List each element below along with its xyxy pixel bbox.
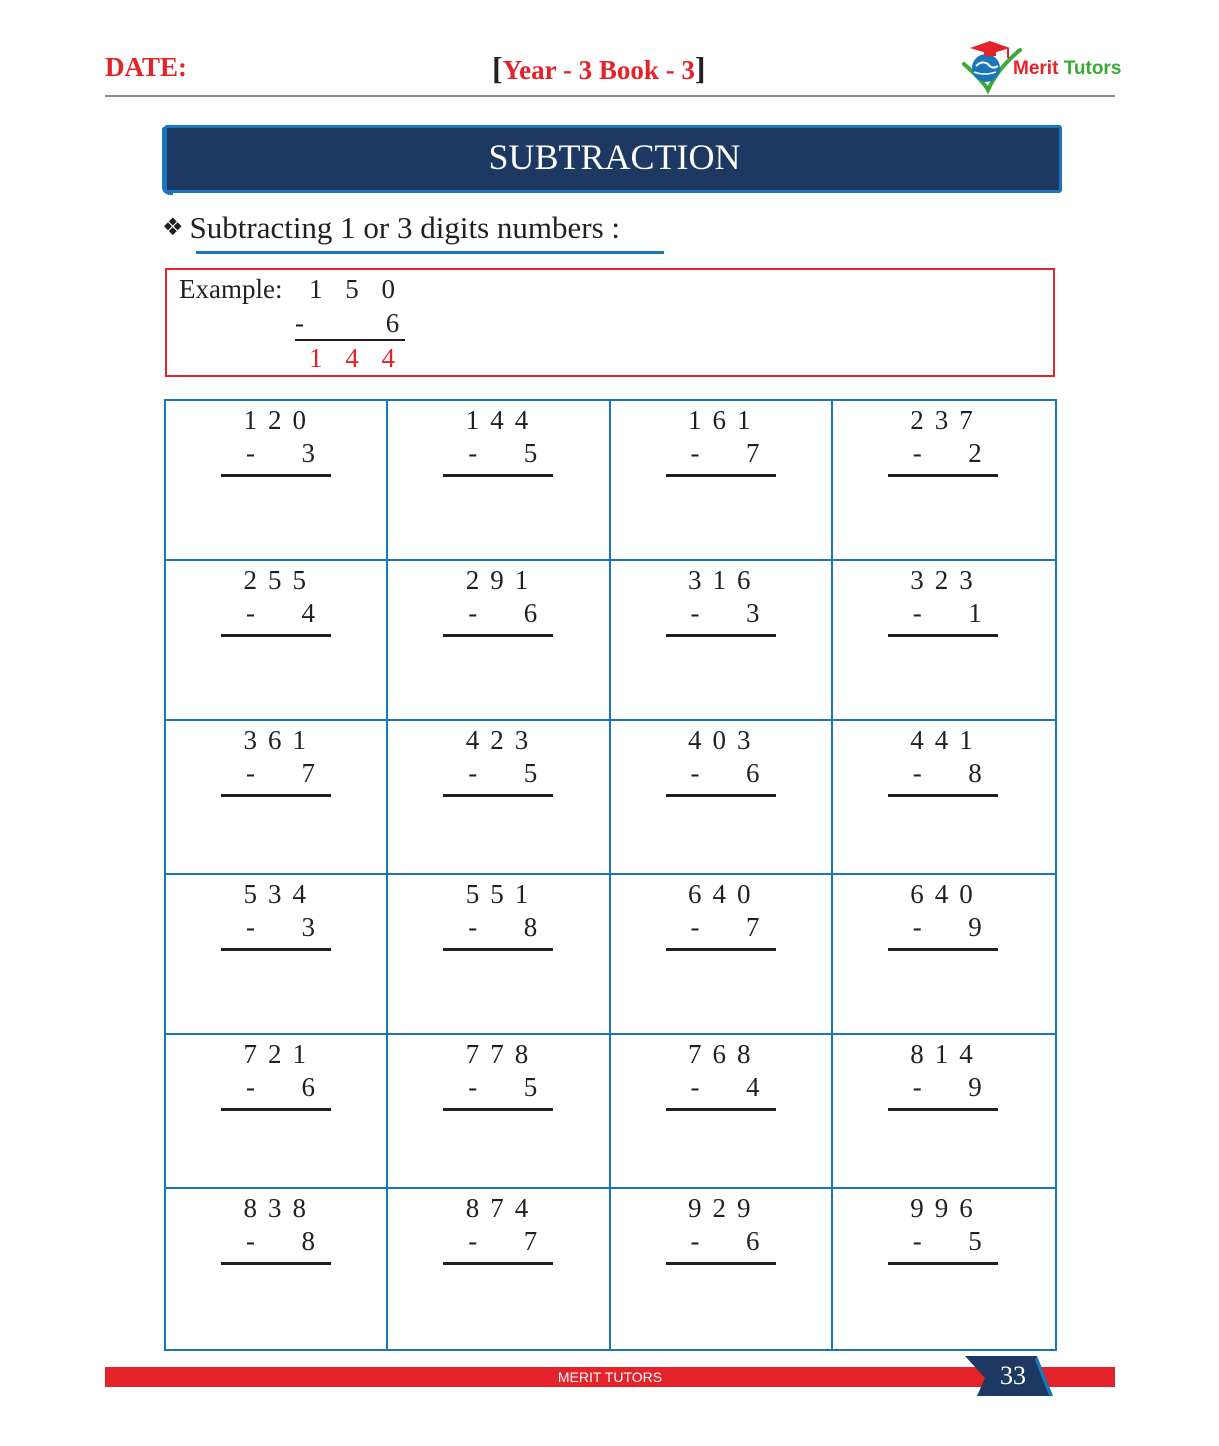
subtraction-problem — [221, 565, 331, 637]
subtrahend: 9 — [968, 912, 982, 942]
subtraction-problem — [666, 405, 776, 477]
problem-cell[interactable] — [166, 875, 388, 1035]
subtraction-problem — [221, 405, 331, 477]
minuend: 120 — [243, 405, 317, 435]
minuend: 323 — [910, 565, 984, 595]
subtrahend-row — [221, 598, 331, 632]
minus-sign: - — [246, 912, 255, 942]
minuend: 423 — [465, 725, 540, 755]
subtrahend-row — [443, 1072, 553, 1106]
subtrahend-row — [221, 912, 331, 946]
subtrahend-row — [221, 1226, 331, 1260]
subtraction-problem — [443, 405, 553, 477]
subtraction-problem — [666, 1193, 776, 1265]
minus-sign: - — [912, 1072, 922, 1102]
subtraction-problem — [666, 725, 776, 797]
logo-text-tutors: Tutors — [1063, 58, 1122, 79]
minuend: 874 — [465, 1193, 540, 1223]
answer-rule — [443, 1262, 553, 1265]
problem-cell[interactable] — [166, 1035, 388, 1189]
subtrahend: 6 — [523, 598, 538, 628]
example-rule — [295, 339, 405, 341]
subtrahend: 6 — [301, 1072, 315, 1102]
book-bracket-open: [ — [492, 50, 503, 86]
subtrahend: 6 — [746, 1226, 760, 1256]
header-divider — [105, 95, 1115, 97]
subtrahend: 3 — [746, 598, 760, 628]
logo-text — [1013, 58, 1121, 80]
minus-sign: - — [246, 1226, 255, 1256]
subtrahend-row — [443, 758, 553, 792]
answer-rule — [888, 948, 998, 951]
minus-sign: - — [246, 758, 255, 788]
problem-cell[interactable] — [388, 401, 610, 561]
subtraction-problem — [443, 879, 553, 951]
subtrahend: 7 — [301, 758, 315, 788]
problem-cell[interactable] — [166, 561, 388, 721]
minuend: 534 — [243, 879, 317, 909]
problem-cell[interactable] — [833, 1035, 1055, 1189]
subtraction-problem — [888, 1193, 998, 1265]
minuend: 929 — [688, 1193, 762, 1223]
answer-rule — [221, 948, 331, 951]
minus-sign: - — [468, 1072, 478, 1102]
subtraction-problem — [443, 725, 553, 797]
minuend: 838 — [243, 1193, 317, 1223]
minuend: 441 — [910, 725, 984, 755]
section-heading-text: Subtracting 1 or 3 digits numbers : — [189, 210, 621, 245]
subtrahend-row — [666, 1226, 776, 1260]
example-subtrahend-row — [295, 308, 408, 339]
answer-rule — [666, 794, 776, 797]
answer-rule — [888, 634, 998, 637]
minuend: 255 — [243, 565, 317, 595]
subtraction-problem — [888, 565, 998, 637]
section-heading-underline — [196, 251, 664, 254]
minuend: 316 — [688, 565, 762, 595]
answer-rule — [888, 794, 998, 797]
problem-cell[interactable] — [388, 1035, 610, 1189]
answer-rule — [221, 1108, 331, 1111]
subtrahend-row — [888, 1226, 998, 1260]
book-bracket-close: ] — [694, 50, 706, 86]
problem-cell[interactable] — [611, 561, 833, 721]
subtraction-problem — [221, 1193, 331, 1265]
example-minus: - — [295, 308, 312, 338]
minuend: 237 — [910, 405, 984, 435]
minuend: 778 — [465, 1039, 540, 1069]
subtrahend: 3 — [301, 438, 315, 468]
answer-rule — [888, 1108, 998, 1111]
subtrahend: 8 — [523, 912, 538, 942]
problem-cell[interactable] — [611, 1189, 833, 1349]
problem-cell[interactable] — [166, 1189, 388, 1349]
minuend: 361 — [243, 725, 317, 755]
problem-cell[interactable] — [388, 875, 610, 1035]
answer-rule — [221, 794, 331, 797]
answer-rule — [666, 1108, 776, 1111]
subtrahend: 4 — [301, 598, 315, 628]
minus-sign: - — [246, 438, 255, 468]
subtrahend-row — [666, 758, 776, 792]
subtrahend: 7 — [523, 1226, 538, 1256]
subtrahend: 3 — [301, 912, 315, 942]
subtrahend-row — [888, 438, 998, 472]
footer-text: MERIT TUTORS — [557, 1369, 663, 1385]
answer-rule — [443, 948, 553, 951]
minus-sign: - — [912, 1226, 922, 1256]
problem-cell[interactable] — [611, 401, 833, 561]
answer-rule — [443, 634, 553, 637]
subtraction-problem — [221, 725, 331, 797]
problem-cell[interactable] — [833, 1189, 1055, 1349]
answer-rule — [888, 474, 998, 477]
page-title: SUBTRACTION — [488, 137, 741, 177]
subtrahend: 5 — [523, 438, 538, 468]
logo-text-merit: Merit — [1013, 58, 1059, 79]
subtrahend: 5 — [523, 758, 538, 788]
minus-sign: - — [468, 1226, 478, 1256]
book-title: Year - 3 Book - 3 — [502, 55, 695, 85]
answer-rule — [666, 1262, 776, 1265]
answer-rule — [443, 794, 553, 797]
answer-rule — [666, 948, 776, 951]
minus-sign: - — [912, 438, 922, 468]
example-answer: 1 4 4 — [309, 343, 403, 373]
subtraction-problem — [888, 405, 998, 477]
minus-sign: - — [246, 1072, 255, 1102]
minus-sign: - — [912, 912, 922, 942]
answer-rule — [221, 634, 331, 637]
answer-rule — [443, 474, 553, 477]
minuend: 551 — [465, 879, 540, 909]
problem-cell[interactable] — [833, 561, 1055, 721]
subtraction-problem — [666, 1039, 776, 1111]
date-label: DATE: — [105, 52, 188, 82]
answer-rule — [666, 474, 776, 477]
subtraction-problem — [888, 1039, 998, 1111]
example-label: Example: — [179, 274, 283, 304]
section-heading — [162, 210, 620, 246]
subtrahend-row — [666, 598, 776, 632]
subtraction-problem — [221, 879, 331, 951]
subtrahend: 9 — [968, 1072, 982, 1102]
minus-sign: - — [468, 912, 478, 942]
answer-rule — [443, 1108, 553, 1111]
book-label — [492, 50, 706, 87]
subtrahend-row — [666, 1072, 776, 1106]
minuend: 291 — [465, 565, 540, 595]
problem-cell[interactable] — [611, 1035, 833, 1189]
subtrahend-row — [221, 438, 331, 472]
subtrahend-row — [221, 758, 331, 792]
problem-cell[interactable] — [833, 401, 1055, 561]
subtrahend: 5 — [968, 1226, 982, 1256]
subtraction-problem — [888, 879, 998, 951]
example-box — [165, 268, 1055, 377]
subtrahend: 7 — [746, 912, 760, 942]
subtraction-problem — [443, 565, 553, 637]
minus-sign: - — [690, 758, 700, 788]
subtraction-problem — [666, 879, 776, 951]
subtraction-problem — [443, 1193, 553, 1265]
problem-grid — [164, 399, 1057, 1351]
minus-sign: - — [690, 1072, 700, 1102]
subtrahend-row — [888, 912, 998, 946]
subtrahend-row — [666, 912, 776, 946]
subtraction-problem — [443, 1039, 553, 1111]
subtrahend: 8 — [301, 1226, 315, 1256]
minuend: 640 — [910, 879, 984, 909]
minuend: 161 — [688, 405, 762, 435]
answer-rule — [221, 1262, 331, 1265]
minuend: 403 — [688, 725, 762, 755]
subtrahend: 5 — [523, 1072, 538, 1102]
minus-sign: - — [690, 912, 700, 942]
problem-cell[interactable] — [611, 721, 833, 875]
subtrahend: 4 — [746, 1072, 760, 1102]
minus-sign: - — [468, 758, 478, 788]
minus-sign: - — [690, 598, 700, 628]
answer-rule — [888, 1262, 998, 1265]
minuend: 814 — [910, 1039, 984, 1069]
subtrahend-row — [666, 438, 776, 472]
problem-cell[interactable] — [388, 561, 610, 721]
example-subtrahend: 6 — [385, 308, 408, 338]
minuend: 144 — [465, 405, 540, 435]
problem-cell[interactable] — [833, 875, 1055, 1035]
minus-sign: - — [912, 758, 922, 788]
minuend: 996 — [910, 1193, 984, 1223]
problem-cell[interactable] — [611, 875, 833, 1035]
minuend: 721 — [243, 1039, 317, 1069]
minus-sign: - — [246, 598, 255, 628]
subtrahend-row — [443, 598, 553, 632]
answer-rule — [666, 634, 776, 637]
subtraction-problem — [221, 1039, 331, 1111]
problem-cell[interactable] — [166, 721, 388, 875]
page-number: 33 — [1000, 1361, 1026, 1390]
subtrahend: 6 — [746, 758, 760, 788]
subtrahend-row — [443, 1226, 553, 1260]
subtrahend-row — [888, 758, 998, 792]
bullet-icon: ❖ — [162, 213, 184, 241]
minus-sign: - — [468, 438, 478, 468]
answer-rule — [221, 474, 331, 477]
problem-cell[interactable] — [388, 1189, 610, 1349]
minus-sign: - — [690, 1226, 700, 1256]
subtrahend-row — [443, 438, 553, 472]
subtraction-problem — [888, 725, 998, 797]
problem-cell[interactable] — [388, 721, 610, 875]
subtrahend-row — [888, 1072, 998, 1106]
minuend: 768 — [688, 1039, 762, 1069]
minus-sign: - — [468, 598, 478, 628]
subtrahend: 8 — [968, 758, 982, 788]
minus-sign: - — [690, 438, 700, 468]
problem-cell[interactable] — [833, 721, 1055, 875]
subtrahend-row — [221, 1072, 331, 1106]
minus-sign: - — [912, 598, 922, 628]
example-minuend: 1 5 0 — [309, 274, 403, 304]
subtrahend: 7 — [746, 438, 760, 468]
subtrahend: 1 — [968, 598, 982, 628]
subtraction-problem — [666, 565, 776, 637]
minuend: 640 — [688, 879, 762, 909]
problem-cell[interactable] — [166, 401, 388, 561]
subtrahend: 2 — [968, 438, 982, 468]
subtrahend-row — [443, 912, 553, 946]
subtrahend-row — [888, 598, 998, 632]
